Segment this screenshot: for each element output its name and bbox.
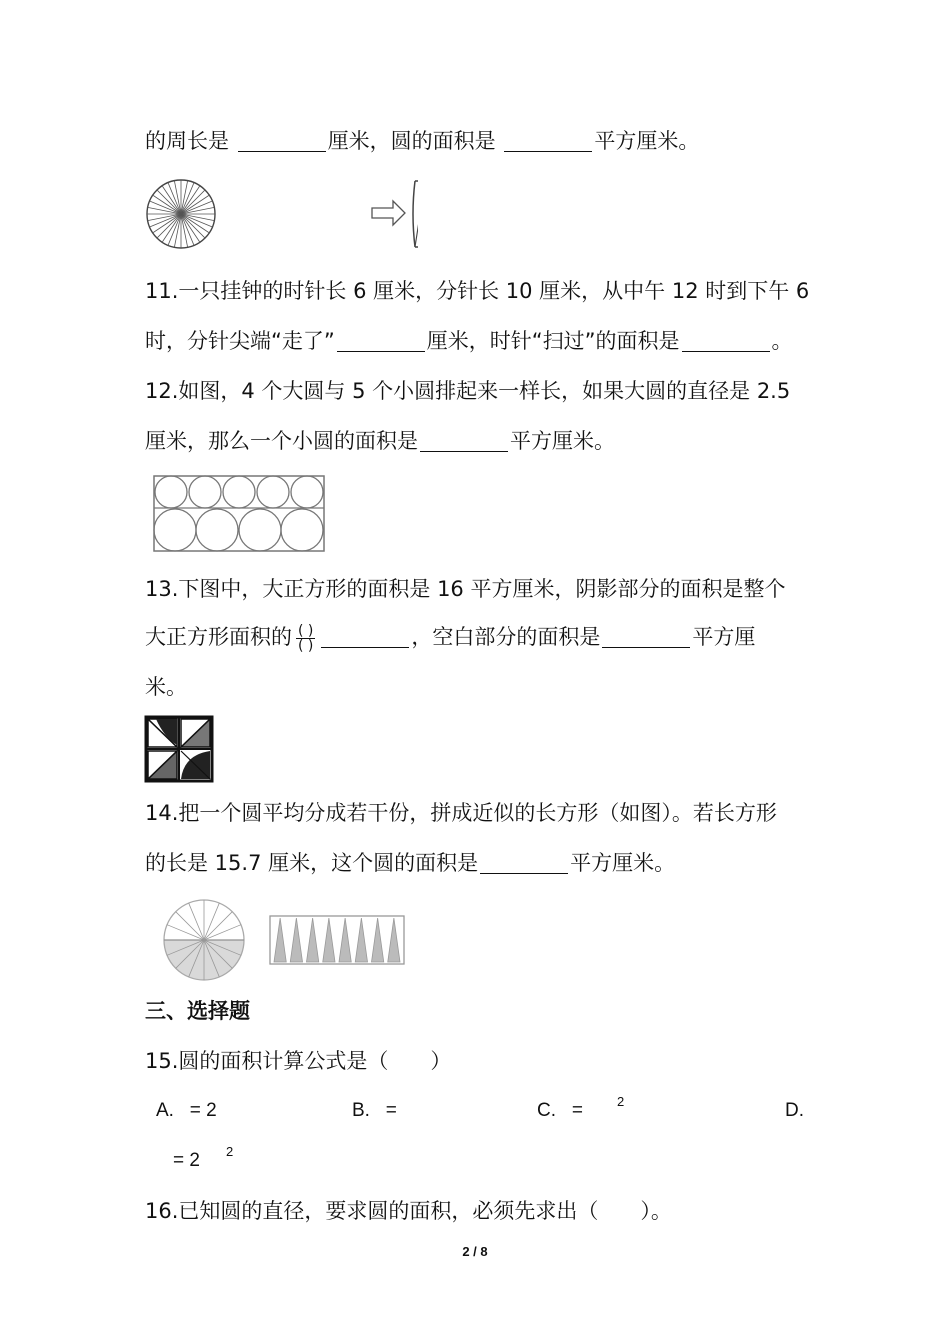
answer-blank[interactable] bbox=[682, 329, 770, 352]
q13-line1: 13.下图中，大正方形的面积是 16 平方厘米，阴影部分的面积是整个 bbox=[145, 577, 786, 601]
q15-stem: 15.圆的面积计算公式是（ ） bbox=[145, 1049, 452, 1073]
answer-blank[interactable] bbox=[420, 429, 508, 452]
q16-stem: 16.已知圆的直径，要求圆的面积，必须先求出（ ）。 bbox=[145, 1199, 672, 1223]
circles-rectangle-figure bbox=[152, 474, 327, 554]
option-b[interactable]: B. = bbox=[352, 1100, 397, 1121]
answer-blank[interactable] bbox=[480, 851, 568, 874]
q13-line2: 大正方形面积的 $\frac{( )}{( )}$ ，空白部分的面积是 平方厘 bbox=[145, 622, 756, 654]
q14-line1: 14.把一个圆平均分成若干份，拼成近似的长方形（如图）。若长方形 bbox=[145, 801, 777, 825]
option-c[interactable]: C. = $^2$ bbox=[537, 1094, 625, 1121]
circle-to-rectangle-figure bbox=[143, 177, 418, 251]
page-number: 2 / 8 bbox=[462, 1244, 488, 1259]
answer-blank[interactable] bbox=[337, 329, 425, 352]
circle-sectors-rectangle-figure bbox=[160, 898, 410, 984]
option-d[interactable]: D. bbox=[785, 1100, 804, 1121]
section-heading: 三、选择题 bbox=[145, 999, 250, 1023]
sector-circle bbox=[147, 180, 215, 248]
q13-line3: 米。 bbox=[145, 675, 187, 699]
answer-blank[interactable] bbox=[238, 129, 326, 152]
q12-line1: 12.如图，4 个大圆与 5 个小圆排起来一样长，如果大圆的直径是 2.5 bbox=[145, 379, 791, 403]
answer-blank[interactable] bbox=[321, 625, 409, 648]
answer-blank[interactable] bbox=[504, 129, 592, 152]
rearranged-rectangle bbox=[413, 181, 418, 247]
answer-blank[interactable] bbox=[602, 625, 690, 648]
q12-line2: 厘米，那么一个小圆的面积是 平方厘米。 bbox=[145, 429, 615, 453]
rearranged-rectangle bbox=[270, 916, 404, 964]
arrow-icon bbox=[372, 201, 405, 225]
shaded-square-figure bbox=[144, 715, 214, 783]
q11-line1: 11.一只挂钟的时针长 6 厘米，分针长 10 厘米，从中午 12 时到下午 6 bbox=[145, 279, 810, 303]
option-d-formula: = 2 $^2$ bbox=[173, 1144, 234, 1171]
q11-line2: 时，分针尖端“走了” 厘米，时针“扫过”的面积是 。 bbox=[145, 329, 793, 353]
q14-line2: 的长是 15.7 厘米，这个圆的面积是 平方厘米。 bbox=[145, 851, 676, 875]
q10-line: 的周长是 厘米，圆的面积是 平方厘米。 bbox=[145, 129, 700, 153]
fraction-blank[interactable]: $\frac{( )}{( )}$ bbox=[298, 622, 314, 654]
option-a[interactable]: A. = 2 bbox=[156, 1100, 217, 1121]
